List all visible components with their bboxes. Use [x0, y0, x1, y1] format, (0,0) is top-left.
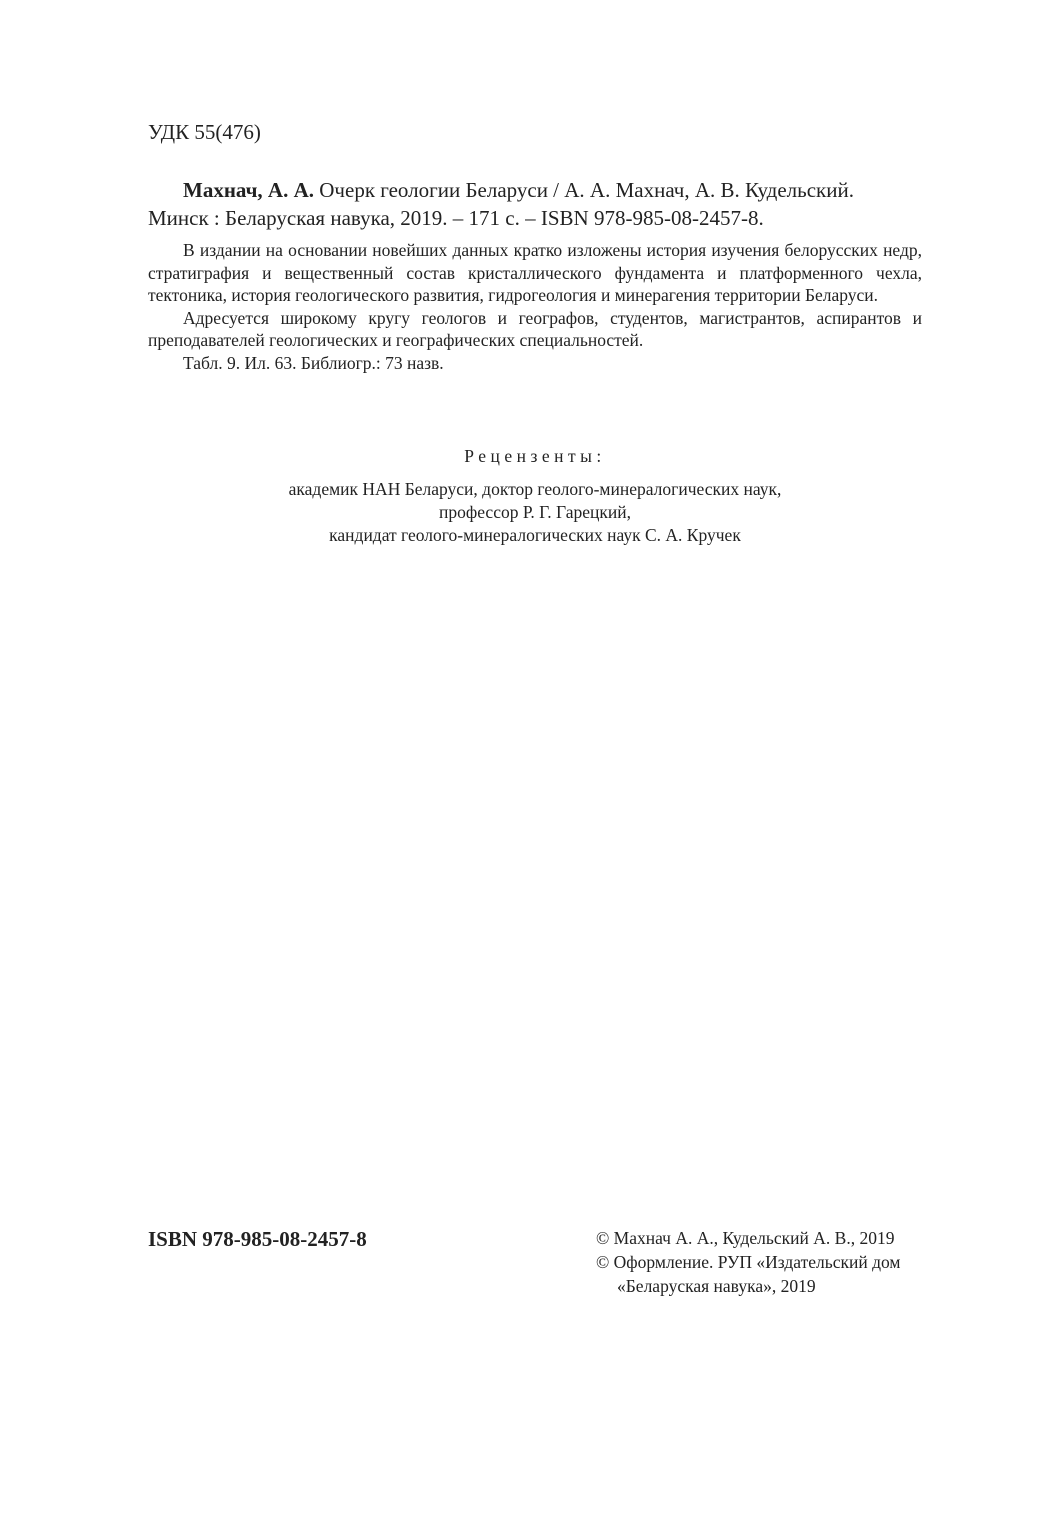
udk-code: УДК 55(476) [148, 120, 261, 144]
bib-title-line [148, 176, 922, 204]
isbn: ISBN 978-985-08-2457-8 [148, 1227, 367, 1251]
reviewers-block [148, 445, 922, 547]
bib-title: Очерк геологии Беларуси / А. А. Махнач, А. В. Кудельский. [314, 178, 854, 202]
reviewer-line: академик НАН Беларуси, доктор геолого-минералогических наук, [288, 479, 782, 499]
annotation-paragraph-stats: Табл. 9. Ил. 63. Библиогр.: 73 назв. [183, 352, 444, 373]
copyright-block [596, 1226, 926, 1298]
copyright-design-cont: «Беларуская навука», 2019 [617, 1276, 816, 1296]
reviewers-title: Рецензенты: [464, 446, 606, 466]
reviewer-line: профессор Р. Г. Гарецкий, [439, 502, 631, 522]
bib-publication-line: Минск : Беларуская навука, 2019. – 171 с. – ISBN 978-985-08-2457-8. [148, 206, 764, 230]
annotation-paragraph-content: В издании на основании новейших данных кратко изложены история изучения белорусских недр, стратиграфия и вещественный состав кристаллического фундамента и платформенного чехла, тектоника, история геологического развития, гидрогеология и минерагения территории Беларуси. [148, 240, 922, 305]
copyright-authors: © Махнач А. А., Кудельский А. В., 2019 [596, 1228, 895, 1248]
reviewer-line: кандидат геолого-минералогических наук С. А. Кручек [329, 525, 741, 545]
annotation [148, 239, 922, 374]
bibliographic-record [148, 176, 922, 232]
annotation-paragraph-audience: Адресуется широкому кругу геологов и географов, студентов, магистрантов, аспирантов и преподавателей геологических и географических специальностей. [148, 307, 922, 350]
bib-author: Махнач, А. А. [183, 178, 315, 202]
copyright-design: © Оформление. РУП «Издательский дом [596, 1252, 901, 1272]
